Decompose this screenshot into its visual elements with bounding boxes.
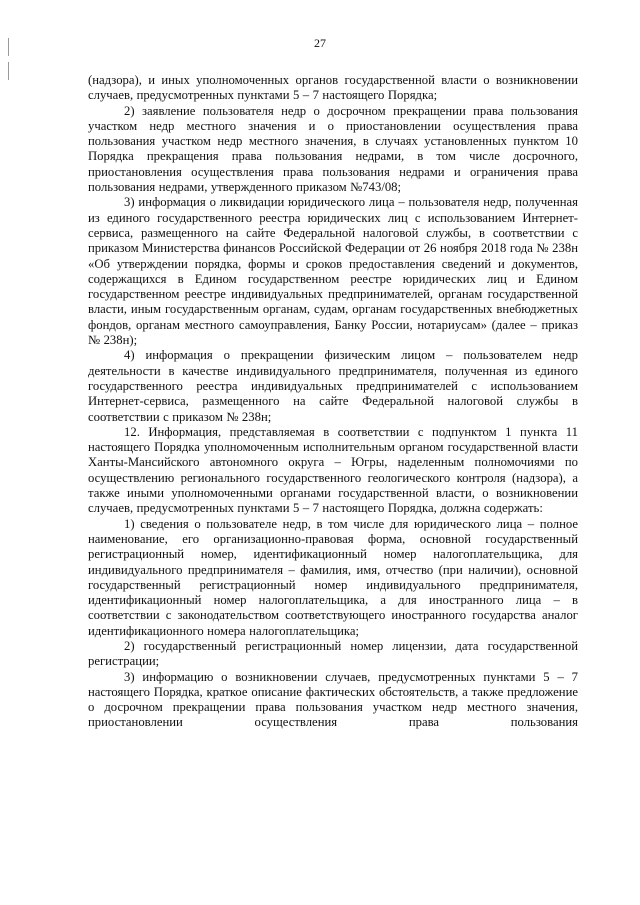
paragraph-item-3-liquidation-info: 3) информация о ликвидации юридического лица – пользователя недр, полученная из единого государственного реестра юридических лиц с использованием Интернет-сервиса, размещенного на сайте Федеральной налоговой службы, в соответствии с приказом Министерства финансов Российской Федерации от 26 ноября 2018 года № 238н «Об утверждении порядка, формы и сроков предоставления сведений и документов, содержащихся в Едином государственном реестре юридических лиц и Едином государственном реестре индивидуальных предпринимателей, органам государственной власти, иным государственным органам, судам, органам государственных внебюджетных фондов, органам местного самоуправления, Банку России, нотариусам» (далее – приказ № 238н); [88,195,578,348]
paragraph-item-2-application: 2) заявление пользователя недр о досрочном прекращении права пользования участком недр местного значения и о приостановлении осуществления права пользования участком недр местного значения, в случаях установленных пунктом 10 Порядка прекращения права пользования недрами, в том числе досрочного, приостановления осуществления права пользования недрами и ограничения права пользования недрами, утвержденного приказом №743/08; [88,103,578,195]
page-number: 27 [314,36,326,50]
paragraph-item-4-termination-info: 4) информация о прекращении физическим лицом – пользователем недр деятельности в качестве индивидуального предпринимателя, полученная из единого государственного реестра индивидуальных предпринимателей с использованием Интернет-сервиса, размещенного на сайте Федеральной налоговой службы в соответствии с приказом № 238н; [88,348,578,424]
paragraph-subitem-3-cases: 3) информацию о возникновении случаев, предусмотренных пунктами 5 – 7 настоящего Порядка, краткое описание фактических обстоятельств, а также предложение о досрочном прекращении права пользования участком недр местного значения, приостановлении осуществления права пользования [88,669,578,730]
paragraph-subitem-1-user-info: 1) сведения о пользователе недр, в том числе для юридического лица – полное наименование, его организационно-правовая форма, основной государственный регистрационный номер, идентификационный номер налогоплательщика, для индивидуального предпринимателя – фамилия, имя, отчество (при наличии), основной государственный регистрационный номер индивидуального предпринимателя, идентификационный номер налогоплательщика, а для иностранного лица – в соответствии с законодательством соответствующего иностранного государства аналог идентификационного номера налогоплательщика; [88,516,578,638]
paragraph-continuation: (надзора), и иных уполномоченных органов государственной власти о возникновении случаев, предусмотренных пунктами 5 – 7 настоящего Порядка; [88,73,578,103]
paragraph-section-12: 12. Информация, представляемая в соответствии с подпунктом 1 пункта 11 настоящего Порядка уполномоченным исполнительным органом государственной власти Ханты-Мансийского автономного округа – Югры, наделенным полномочиями по осуществлению регионального государственного геологического контроля (надзора), а также иными уполномоченными органами государственной власти, о возникновении случаев, предусмотренных пунктами 5 – 7 настоящего Порядка, должна содержать: [88,424,578,516]
paragraph-subitem-2-license: 2) государственный регистрационный номер лицензии, дата государственной регистрации; [88,638,578,669]
scan-margin-mark [8,62,9,80]
document-body [88,73,578,731]
